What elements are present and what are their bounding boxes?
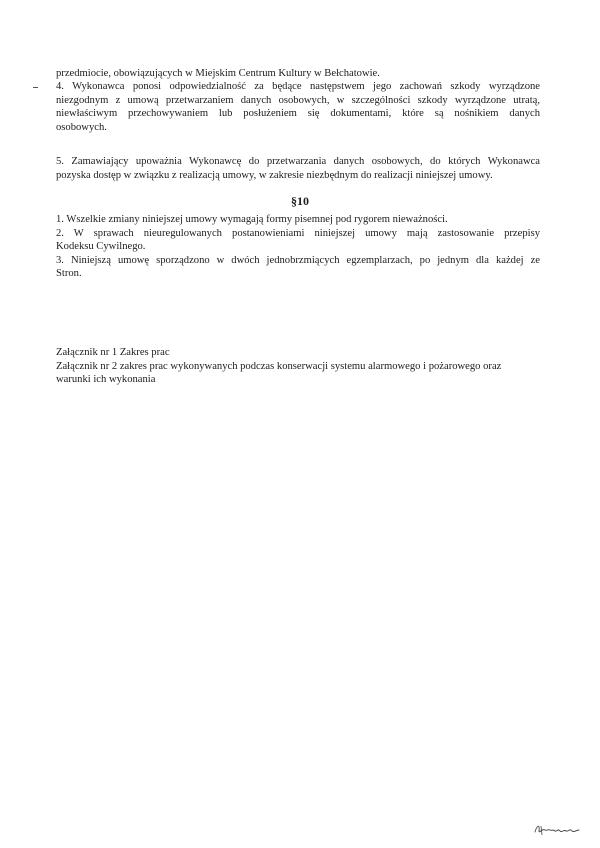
paragraph-continuation: [56, 67, 540, 81]
text-line: niewłaściwym przechowywaniem lub posłużeniem się dokumentami, które są nośnikiem danych: [56, 108, 540, 120]
paragraph-point-4: [56, 80, 540, 134]
list-item: 1. Wszelkie zmiany niniejszej umowy wymagają formy pisemnej pod rygorem nieważności.: [56, 214, 448, 225]
attachment-line: warunki ich wykonania: [56, 374, 156, 386]
attachment-line: Załącznik nr 1 Zakres prac: [56, 347, 170, 358]
margin-mark: [33, 87, 38, 88]
text-line: 4. Wykonawca ponosi odpowiedzialność za będące następstwem jego zachowań szkody wyrządzone: [56, 81, 540, 92]
text-line: 5. Zamawiający upoważnia Wykonawcę do przetwarzania danych osobowych, do których Wykonawca: [56, 156, 540, 167]
list-item: 3. Niniejszą umowę sporządzono w dwóch jednobrzmiących egzemplarzach, po jednym dla każdej ze: [56, 254, 540, 266]
list-item-continuation: Kodeksu Cywilnego.: [56, 241, 146, 253]
paragraph-point-5: [56, 155, 540, 182]
attachments-list: [56, 346, 540, 387]
handwritten-signature: [533, 822, 581, 836]
text-line: przedmiocie, obowiązujących w Miejskim Centrum Kultury w Bełchatowie.: [56, 68, 380, 79]
section-heading: §10: [291, 194, 309, 208]
text-line: niezgodnym z umową przetwarzaniem danych osobowych, w szczególności szkody wyrządzone utratą,: [56, 94, 540, 106]
text-line: osobowych.: [56, 121, 107, 133]
attachment-line: Załącznik nr 2 zakres prac wykonywanych podczas konserwacji systemu alarmowego i pożarowego oraz: [56, 360, 502, 372]
list-item-continuation: Stron.: [56, 268, 82, 280]
text-line: pozyska dostęp w związku z realizacją umowy, w zakresie niezbędnym do realizacji niniejszej umowy.: [56, 169, 493, 181]
final-provisions-list: [56, 213, 540, 281]
list-item: 2. W sprawach nieuregulowanych postanowieniami niniejszej umowy mają zastosowanie przepisy: [56, 227, 540, 239]
